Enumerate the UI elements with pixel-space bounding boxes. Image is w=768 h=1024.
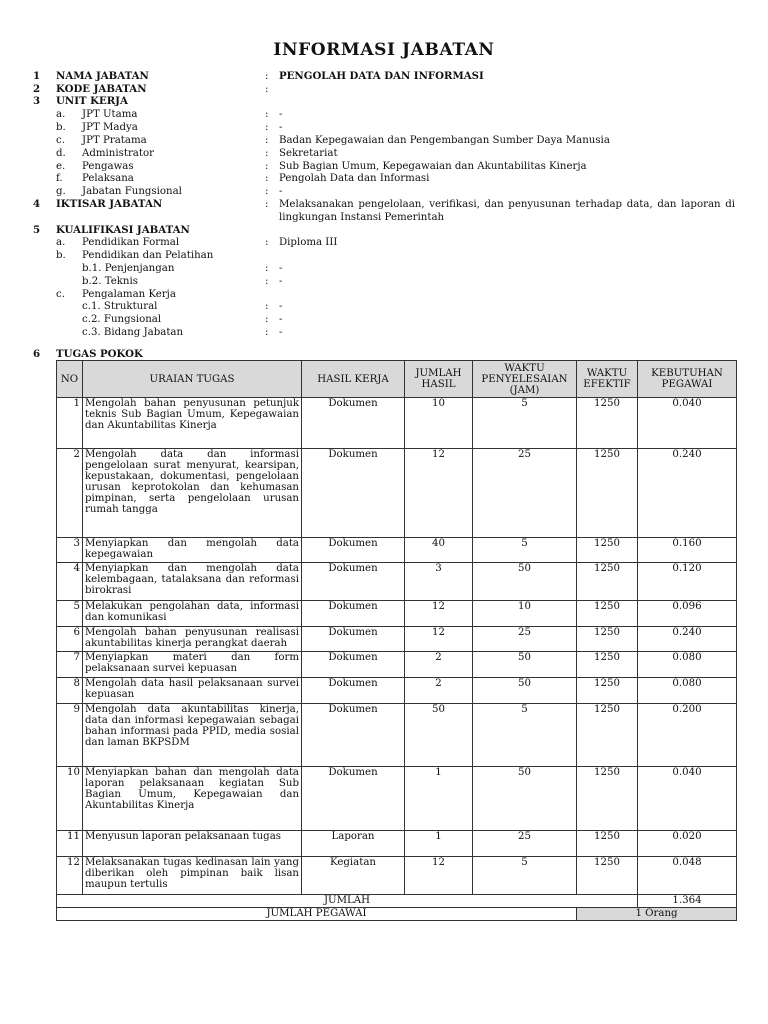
sub-label: Pendidikan Formal — [82, 237, 180, 248]
cell-no: 1 — [57, 398, 83, 449]
kualifikasi-row — [0, 249, 768, 262]
sub-letter: b. — [56, 122, 66, 133]
cell-kebutuhan: 0.096 — [638, 601, 737, 627]
header-kebutuhan: KEBUTUHAN PEGAWAI — [638, 361, 737, 398]
sub-label: JPT Pratama — [82, 135, 147, 146]
cell-uraian: Mengolah data hasil pelaksanaan survei kepuasan — [83, 678, 302, 704]
sub-label: Pengalaman Kerja — [82, 289, 176, 300]
sub-letter: a. — [56, 109, 66, 120]
cell-no: 11 — [57, 831, 83, 857]
cell-kebutuhan: 0.040 — [638, 398, 737, 449]
sub-letter: b. — [56, 250, 66, 261]
cell-waktu: 50 — [473, 652, 577, 678]
table-row — [57, 601, 737, 627]
cell-kebutuhan: 0.080 — [638, 652, 737, 678]
item-number: 2 — [33, 83, 41, 95]
cell-jumlah: 12 — [405, 449, 473, 538]
cell-uraian: Menyiapkan materi dan form pelaksanaan survei kepuasan — [83, 652, 302, 678]
cell-kebutuhan: 0.160 — [638, 538, 737, 563]
sub-label: JPT Madya — [82, 122, 138, 133]
item-number: 1 — [33, 70, 41, 82]
sub-value: - — [279, 186, 283, 197]
field-label: KUALIFIKASI JABATAN — [56, 224, 190, 236]
cell-efektif: 1250 — [577, 704, 638, 767]
unit-row — [0, 134, 768, 147]
subsub-label: c.2. Fungsional — [82, 314, 162, 325]
cell-jumlah: 50 — [405, 704, 473, 767]
cell-no: 8 — [57, 678, 83, 704]
subsub-label: c.1. Struktural — [82, 301, 158, 312]
cell-waktu: 25 — [473, 449, 577, 538]
subsub-label: b.1. Penjenjangan — [82, 263, 175, 274]
table-row — [57, 398, 737, 449]
cell-no: 5 — [57, 601, 83, 627]
cell-hasil: Dokumen — [302, 678, 405, 704]
field-unit-kerja — [0, 95, 768, 108]
colon: : — [265, 237, 269, 248]
table-row — [57, 538, 737, 563]
cell-uraian: Menyusun laporan pelaksanaan tugas — [83, 831, 302, 857]
unit-row — [0, 147, 768, 160]
cell-kebutuhan: 0.048 — [638, 857, 737, 895]
field-label: NAMA JABATAN — [56, 70, 149, 82]
cell-uraian: Melaksanakan tugas kedinasan lain yang diberikan oleh pimpinan baik lisan maupun tertulis — [83, 857, 302, 895]
cell-kebutuhan: 0.040 — [638, 767, 737, 831]
cell-jumlah: 2 — [405, 678, 473, 704]
document-title: INFORMASI JABATAN — [273, 40, 495, 60]
cell-jumlah: 12 — [405, 857, 473, 895]
cell-efektif: 1250 — [577, 831, 638, 857]
cell-uraian: Menyiapkan dan mengolah data kepegawaian — [83, 538, 302, 563]
sub-value: - — [279, 327, 283, 338]
cell-waktu: 25 — [473, 831, 577, 857]
table-header-row — [57, 361, 737, 398]
cell-kebutuhan: 0.020 — [638, 831, 737, 857]
cell-efektif: 1250 — [577, 767, 638, 831]
cell-hasil: Laporan — [302, 831, 405, 857]
cell-efektif: 1250 — [577, 627, 638, 652]
cell-uraian: Mengolah bahan penyusunan petunjuk teknis Sub Bagian Umum, Kepegawaian dan Akuntabilitas Kinerja — [83, 398, 302, 449]
header-waktu: WAKTU PENYELESAIAN (JAM) — [473, 361, 577, 398]
kualifikasi-subrow — [0, 275, 768, 288]
kualifikasi-subrow — [0, 262, 768, 275]
iktisar-text: Melaksanakan pengelolaan, verifikasi, dan penyusunan terhadap data, dan laporan di lingkungan Instansi Pemerintah — [279, 199, 735, 223]
colon: : — [265, 173, 269, 184]
colon: : — [265, 122, 269, 133]
table-row — [57, 627, 737, 652]
table-row — [57, 449, 737, 538]
field-label: KODE JABATAN — [56, 83, 147, 95]
cell-jumlah: 12 — [405, 601, 473, 627]
sub-label: Pendidikan dan Pelatihan — [82, 250, 214, 261]
colon: : — [265, 161, 269, 172]
total-pegawai-row — [57, 908, 737, 921]
cell-kebutuhan: 0.240 — [638, 627, 737, 652]
cell-waktu: 5 — [473, 398, 577, 449]
cell-hasil: Dokumen — [302, 449, 405, 538]
cell-jumlah: 1 — [405, 767, 473, 831]
cell-no: 9 — [57, 704, 83, 767]
kualifikasi-subrow — [0, 313, 768, 326]
unit-row — [0, 172, 768, 185]
cell-efektif: 1250 — [577, 449, 638, 538]
item-number: 4 — [33, 198, 41, 210]
sub-letter: g. — [56, 186, 66, 197]
cell-hasil: Dokumen — [302, 398, 405, 449]
field-value: PENGOLAH DATA DAN INFORMASI — [279, 70, 484, 82]
cell-uraian: Melakukan pengolahan data, informasi dan komunikasi — [83, 601, 302, 627]
colon: : — [265, 276, 269, 287]
cell-efektif: 1250 — [577, 652, 638, 678]
sub-value: Sub Bagian Umum, Kepegawaian dan Akuntabilitas Kinerja — [279, 161, 587, 172]
cell-jumlah: 10 — [405, 398, 473, 449]
cell-no: 12 — [57, 857, 83, 895]
colon: : — [265, 301, 269, 312]
cell-efektif: 1250 — [577, 538, 638, 563]
sub-label: JPT Utama — [82, 109, 138, 120]
sub-letter: e. — [56, 161, 66, 172]
cell-waktu: 25 — [473, 627, 577, 652]
sub-label: Pengawas — [82, 161, 134, 172]
sub-value: Sekretariat — [279, 148, 338, 159]
cell-hasil: Dokumen — [302, 601, 405, 627]
table-row — [57, 767, 737, 831]
sub-label: Jabatan Fungsional — [82, 186, 182, 197]
header-no: NO — [57, 361, 83, 398]
colon: : — [265, 186, 269, 197]
cell-hasil: Dokumen — [302, 767, 405, 831]
sub-letter: d. — [56, 148, 66, 159]
table-row — [57, 857, 737, 895]
cell-kebutuhan: 0.080 — [638, 678, 737, 704]
cell-efektif: 1250 — [577, 601, 638, 627]
cell-kebutuhan: 0.240 — [638, 449, 737, 538]
cell-jumlah: 3 — [405, 563, 473, 601]
item-number: 5 — [33, 224, 41, 236]
cell-waktu: 5 — [473, 704, 577, 767]
header-hasil: HASIL KERJA — [302, 361, 405, 398]
sub-label: Pelaksana — [82, 173, 134, 184]
header-jumlah: JUMLAH HASIL — [405, 361, 473, 398]
cell-waktu: 5 — [473, 857, 577, 895]
subsub-label: b.2. Teknis — [82, 276, 138, 287]
unit-row — [0, 185, 768, 198]
cell-no: 10 — [57, 767, 83, 831]
sub-value: - — [279, 122, 283, 133]
cell-no: 6 — [57, 627, 83, 652]
cell-jumlah: 1 — [405, 831, 473, 857]
colon: : — [265, 314, 269, 325]
cell-hasil: Dokumen — [302, 538, 405, 563]
cell-hasil: Dokumen — [302, 704, 405, 767]
cell-hasil: Dokumen — [302, 627, 405, 652]
colon: : — [265, 263, 269, 274]
sub-value: - — [279, 314, 283, 325]
cell-waktu: 50 — [473, 678, 577, 704]
kualifikasi-subrow — [0, 300, 768, 313]
cell-no: 7 — [57, 652, 83, 678]
sub-label: Administrator — [82, 148, 154, 159]
cell-uraian: Menyiapkan bahan dan mengolah data laporan pelaksanaan kegiatan Sub Bagian Umum, Kepegawaian dan Akuntabilitas Kinerja — [83, 767, 302, 831]
cell-waktu: 50 — [473, 563, 577, 601]
table-row — [57, 831, 737, 857]
header-uraian: URAIAN TUGAS — [83, 361, 302, 398]
table-row — [57, 678, 737, 704]
cell-efektif: 1250 — [577, 857, 638, 895]
table-row — [57, 563, 737, 601]
cell-uraian: Mengolah data akuntabilitas kinerja, data dan informasi kepegawaian sebagai bahan informasi pada PPID, media sosial dan laman BKPSDM — [83, 704, 302, 767]
subsub-label: c.3. Bidang Jabatan — [82, 327, 184, 338]
colon: : — [265, 71, 269, 82]
cell-hasil: Dokumen — [302, 652, 405, 678]
sub-value: - — [279, 276, 283, 287]
item-number: 6 — [33, 348, 41, 360]
colon: : — [265, 135, 269, 146]
total-row — [57, 895, 737, 908]
field-label: UNIT KERJA — [56, 95, 128, 107]
cell-waktu: 50 — [473, 767, 577, 831]
colon: : — [265, 199, 269, 210]
cell-jumlah: 40 — [405, 538, 473, 563]
cell-jumlah: 12 — [405, 627, 473, 652]
cell-waktu: 10 — [473, 601, 577, 627]
unit-row — [0, 121, 768, 134]
kualifikasi-row — [0, 236, 768, 249]
sub-value: Badan Kepegawaian dan Pengembangan Sumber Daya Manusia — [279, 135, 610, 146]
header-efektif: WAKTU EFEKTIF — [577, 361, 638, 398]
colon: : — [265, 327, 269, 338]
cell-uraian: Menyiapkan dan mengolah data kelembagaan, tatalaksana dan reformasi birokrasi — [83, 563, 302, 601]
cell-waktu: 5 — [473, 538, 577, 563]
cell-hasil: Dokumen — [302, 563, 405, 601]
cell-uraian: Mengolah data dan informasi pengelolaan surat menyurat, kearsipan, kepustakaan, dokumentasi, pengelolaan urusan keprotokolan dan kehumasan pimpinan, serta pengelolaan urusan rumah tangga — [83, 449, 302, 538]
cell-no: 4 — [57, 563, 83, 601]
sub-value: - — [279, 109, 283, 120]
sub-value: - — [279, 301, 283, 312]
field-nama-jabatan — [0, 70, 768, 83]
cell-kebutuhan: 0.120 — [638, 563, 737, 601]
kualifikasi-subrow — [0, 326, 768, 339]
cell-efektif: 1250 — [577, 563, 638, 601]
colon: : — [265, 148, 269, 159]
sub-letter: c. — [56, 135, 65, 146]
sub-letter: a. — [56, 237, 66, 248]
sub-letter: f. — [56, 173, 63, 184]
cell-jumlah: 2 — [405, 652, 473, 678]
item-number: 3 — [33, 95, 41, 107]
cell-kebutuhan: 0.200 — [638, 704, 737, 767]
table-row — [57, 652, 737, 678]
unit-row — [0, 108, 768, 121]
sub-value: Pengolah Data dan Informasi — [279, 173, 430, 184]
total-value: 1.364 — [638, 895, 737, 908]
sub-value: Diploma III — [279, 237, 338, 248]
cell-hasil: Kegiatan — [302, 857, 405, 895]
field-label: IKTISAR JABATAN — [56, 198, 163, 210]
cell-efektif: 1250 — [577, 678, 638, 704]
sub-letter: c. — [56, 289, 65, 300]
cell-no: 2 — [57, 449, 83, 538]
table-row — [57, 704, 737, 767]
total-pegawai-label: JUMLAH PEGAWAI — [57, 908, 577, 921]
cell-no: 3 — [57, 538, 83, 563]
tugas-pokok-table — [56, 360, 737, 921]
cell-uraian: Mengolah bahan penyusunan realisasi akuntabilitas kinerja perangkat daerah — [83, 627, 302, 652]
colon: : — [265, 84, 269, 95]
colon: : — [265, 109, 269, 120]
field-label: TUGAS POKOK — [56, 348, 143, 360]
total-pegawai-value: 1 Orang — [577, 908, 737, 921]
total-label: JUMLAH — [57, 895, 638, 908]
cell-efektif: 1250 — [577, 398, 638, 449]
sub-value: - — [279, 263, 283, 274]
